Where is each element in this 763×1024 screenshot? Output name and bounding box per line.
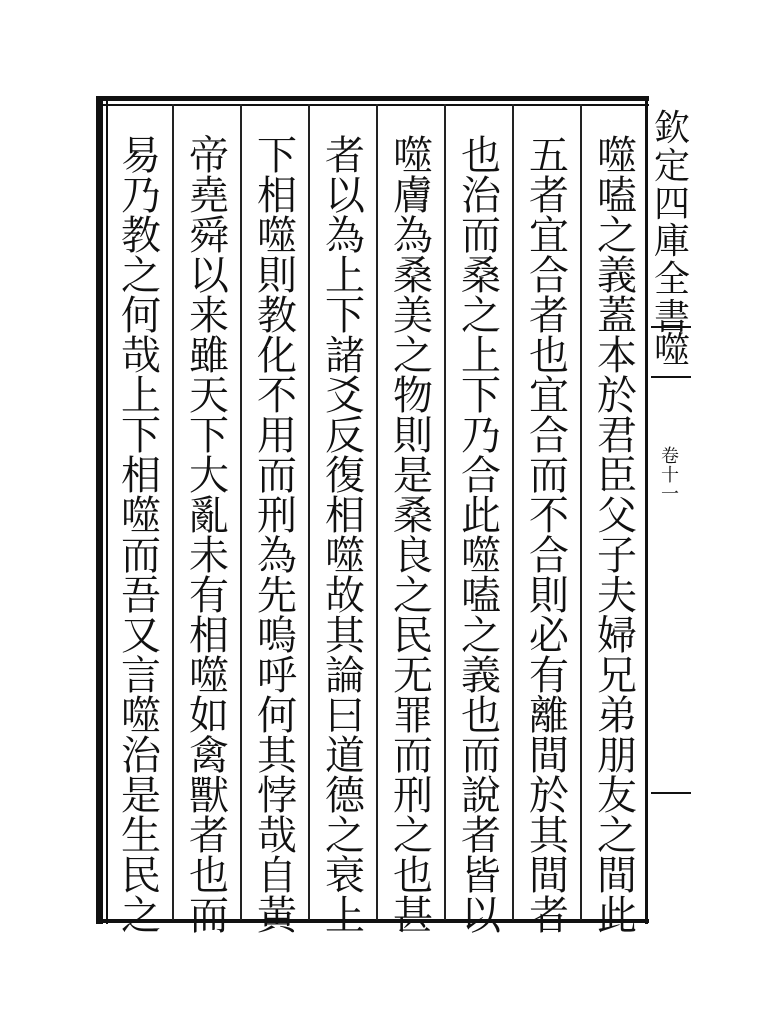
text-character: 而 — [393, 733, 433, 779]
text-character: 之 — [121, 253, 161, 299]
text-character: 獸 — [189, 773, 229, 819]
text-character: 是 — [393, 453, 433, 499]
text-character: 噬 — [597, 133, 637, 179]
text-character: 桑 — [393, 493, 433, 539]
text-character: 其 — [529, 813, 569, 859]
text-character: 兄 — [597, 653, 637, 699]
text-character: 之 — [461, 613, 501, 659]
book-title-character: 全 — [653, 259, 690, 301]
text-character: 来 — [189, 293, 229, 339]
column-rule — [376, 104, 378, 920]
text-character: 上 — [461, 333, 501, 379]
text-character: 離 — [529, 693, 569, 739]
text-character: 相 — [121, 453, 161, 499]
text-character: 則 — [393, 413, 433, 459]
section-mark-character: 噬 — [653, 330, 690, 371]
text-character: 下 — [121, 413, 161, 459]
book-title-character: 定 — [653, 145, 690, 187]
text-character: 嗑 — [597, 173, 637, 219]
text-character: 為 — [393, 213, 433, 259]
text-character: 於 — [597, 373, 637, 419]
side-juan-number — [656, 448, 684, 505]
text-character: 而 — [189, 893, 229, 939]
text-character: 則 — [529, 573, 569, 619]
text-character: 之 — [393, 333, 433, 379]
text-character: 嗚 — [257, 613, 297, 659]
text-character: 刑 — [393, 773, 433, 819]
text-character: 噬 — [393, 133, 433, 179]
text-character: 必 — [529, 613, 569, 659]
text-character: 天 — [189, 373, 229, 419]
text-character: 膚 — [393, 173, 433, 219]
text-character: 以 — [461, 893, 501, 939]
text-column — [589, 133, 645, 939]
text-character: 於 — [529, 773, 569, 819]
text-character: 此 — [461, 493, 501, 539]
text-character: 相 — [325, 493, 365, 539]
text-character: 復 — [325, 453, 365, 499]
text-character: 民 — [393, 613, 433, 659]
text-character: 上 — [121, 373, 161, 419]
frame-left-border — [96, 96, 103, 924]
text-character: 也 — [461, 693, 501, 739]
text-character: 宜 — [529, 373, 569, 419]
text-character: 相 — [257, 173, 297, 219]
column-rule — [580, 104, 582, 920]
text-character: 本 — [597, 333, 637, 379]
side-section-mark — [652, 332, 692, 370]
text-character: 之 — [461, 293, 501, 339]
text-character: 此 — [597, 893, 637, 939]
text-character: 罪 — [393, 693, 433, 739]
text-character: 民 — [121, 853, 161, 899]
text-character: 乃 — [121, 173, 161, 219]
text-character: 下 — [189, 413, 229, 459]
text-character: 間 — [597, 853, 637, 899]
text-character: 不 — [529, 493, 569, 539]
text-character: 未 — [189, 533, 229, 579]
text-character: 也 — [529, 333, 569, 379]
text-column — [249, 133, 305, 939]
text-character: 言 — [121, 653, 161, 699]
text-character: 者 — [529, 293, 569, 339]
text-character: 乃 — [461, 413, 501, 459]
text-character: 教 — [257, 293, 297, 339]
text-character: 婦 — [597, 613, 637, 659]
text-character: 有 — [529, 653, 569, 699]
text-character: 合 — [461, 453, 501, 499]
text-character: 者 — [325, 133, 365, 179]
book-title-character: 書 — [653, 296, 690, 338]
text-character: 義 — [597, 253, 637, 299]
text-character: 噬 — [257, 213, 297, 259]
text-character: 義 — [461, 653, 501, 699]
frame-right-border — [645, 96, 648, 924]
text-character: 桑 — [393, 253, 433, 299]
text-character: 有 — [189, 573, 229, 619]
text-character: 朋 — [597, 733, 637, 779]
text-character: 甚 — [393, 893, 433, 939]
text-character: 則 — [257, 253, 297, 299]
text-character: 教 — [121, 213, 161, 259]
frame-left-inner-border — [106, 96, 108, 924]
text-character: 之 — [393, 573, 433, 619]
text-character: 是 — [121, 773, 161, 819]
text-character: 下 — [325, 293, 365, 339]
text-character: 嗑 — [461, 573, 501, 619]
text-character: 化 — [257, 333, 297, 379]
text-character: 弟 — [597, 693, 637, 739]
text-character: 黃 — [257, 893, 297, 939]
text-character: 舜 — [189, 213, 229, 259]
text-character: 合 — [529, 413, 569, 459]
text-character: 皆 — [461, 853, 501, 899]
text-character: 五 — [529, 133, 569, 179]
text-character: 雖 — [189, 333, 229, 379]
text-column — [317, 133, 373, 939]
text-character: 為 — [325, 213, 365, 259]
text-character: 者 — [529, 893, 569, 939]
text-character: 以 — [189, 253, 229, 299]
text-character: 子 — [597, 533, 637, 579]
text-character: 者 — [461, 813, 501, 859]
text-character: 而 — [121, 533, 161, 579]
text-character: 之 — [121, 893, 161, 939]
text-character: 爻 — [325, 373, 365, 419]
text-character: 噬 — [121, 493, 161, 539]
text-character: 下 — [461, 373, 501, 419]
text-character: 君 — [597, 413, 637, 459]
text-column — [453, 133, 509, 939]
text-character: 上 — [325, 253, 365, 299]
text-character: 諸 — [325, 333, 365, 379]
text-character: 也 — [393, 853, 433, 899]
text-character: 上 — [325, 893, 365, 939]
text-character: 其 — [325, 613, 365, 659]
text-character: 呼 — [257, 653, 297, 699]
text-character: 而 — [461, 213, 501, 259]
juan-character: 一 — [661, 483, 679, 505]
text-character: 生 — [121, 813, 161, 859]
text-character: 何 — [121, 293, 161, 339]
text-character: 易 — [121, 133, 161, 179]
text-character: 大 — [189, 453, 229, 499]
text-character: 論 — [325, 653, 365, 699]
text-character: 帝 — [189, 133, 229, 179]
juan-character: 卷 — [661, 446, 679, 467]
text-character: 刑 — [257, 493, 297, 539]
text-character: 反 — [325, 413, 365, 459]
column-rule — [308, 104, 310, 920]
text-character: 堯 — [189, 173, 229, 219]
text-character: 治 — [121, 733, 161, 779]
text-character: 何 — [257, 693, 297, 739]
text-character: 又 — [121, 613, 161, 659]
text-character: 噬 — [189, 653, 229, 699]
text-character: 間 — [529, 733, 569, 779]
text-character: 友 — [597, 773, 637, 819]
book-title-character: 四 — [653, 183, 690, 225]
frame-top-border — [96, 96, 649, 101]
text-character: 說 — [461, 773, 501, 819]
text-character: 用 — [257, 413, 297, 459]
text-character: 而 — [461, 733, 501, 779]
text-character: 德 — [325, 773, 365, 819]
text-character: 者 — [189, 813, 229, 859]
text-character: 先 — [257, 573, 297, 619]
text-character: 之 — [597, 213, 637, 259]
text-character: 如 — [189, 693, 229, 739]
text-character: 蓋 — [597, 293, 637, 339]
text-column — [385, 133, 441, 939]
text-character: 物 — [393, 373, 433, 419]
column-rule — [172, 104, 174, 920]
text-character: 不 — [257, 373, 297, 419]
text-column — [181, 133, 237, 939]
book-title-character: 欽 — [653, 108, 690, 149]
text-character: 吾 — [121, 573, 161, 619]
text-character: 自 — [257, 853, 297, 899]
text-character: 間 — [529, 853, 569, 899]
text-character: 為 — [257, 533, 297, 579]
text-character: 夫 — [597, 573, 637, 619]
text-character: 而 — [257, 453, 297, 499]
text-character: 也 — [461, 133, 501, 179]
text-character: 父 — [597, 493, 637, 539]
text-character: 桑 — [461, 253, 501, 299]
text-character: 故 — [325, 573, 365, 619]
text-column — [521, 133, 577, 939]
text-character: 噬 — [325, 533, 365, 579]
text-character: 悖 — [257, 773, 297, 819]
text-character: 衰 — [325, 853, 365, 899]
book-title-character: 庫 — [653, 221, 690, 263]
column-rule — [444, 104, 446, 920]
side-book-title — [652, 110, 692, 337]
text-character: 而 — [529, 453, 569, 499]
text-character: 其 — [257, 733, 297, 779]
column-rule — [512, 104, 514, 920]
juan-character: 十 — [661, 464, 679, 486]
text-character: 噬 — [461, 533, 501, 579]
text-character: 良 — [393, 533, 433, 579]
text-character: 臣 — [597, 453, 637, 499]
text-column — [113, 133, 169, 939]
text-character: 相 — [189, 613, 229, 659]
text-character: 哉 — [121, 333, 161, 379]
text-character: 也 — [189, 853, 229, 899]
text-character: 合 — [529, 253, 569, 299]
text-character: 合 — [529, 533, 569, 579]
text-character: 之 — [393, 813, 433, 859]
text-character: 治 — [461, 173, 501, 219]
text-character: 曰 — [325, 693, 365, 739]
text-character: 噬 — [121, 693, 161, 739]
text-character: 者 — [529, 173, 569, 219]
text-character: 美 — [393, 293, 433, 339]
text-character: 禽 — [189, 733, 229, 779]
column-rule — [240, 104, 242, 920]
text-character: 宜 — [529, 213, 569, 259]
margin-rule — [651, 792, 691, 794]
frame-top-inner-border — [96, 104, 649, 106]
text-character: 亂 — [189, 493, 229, 539]
text-character: 下 — [257, 133, 297, 179]
text-character: 之 — [325, 813, 365, 859]
text-character: 哉 — [257, 813, 297, 859]
text-character: 以 — [325, 173, 365, 219]
text-character: 之 — [597, 813, 637, 859]
margin-rule — [651, 376, 691, 378]
text-character: 道 — [325, 733, 365, 779]
text-character: 无 — [393, 653, 433, 699]
